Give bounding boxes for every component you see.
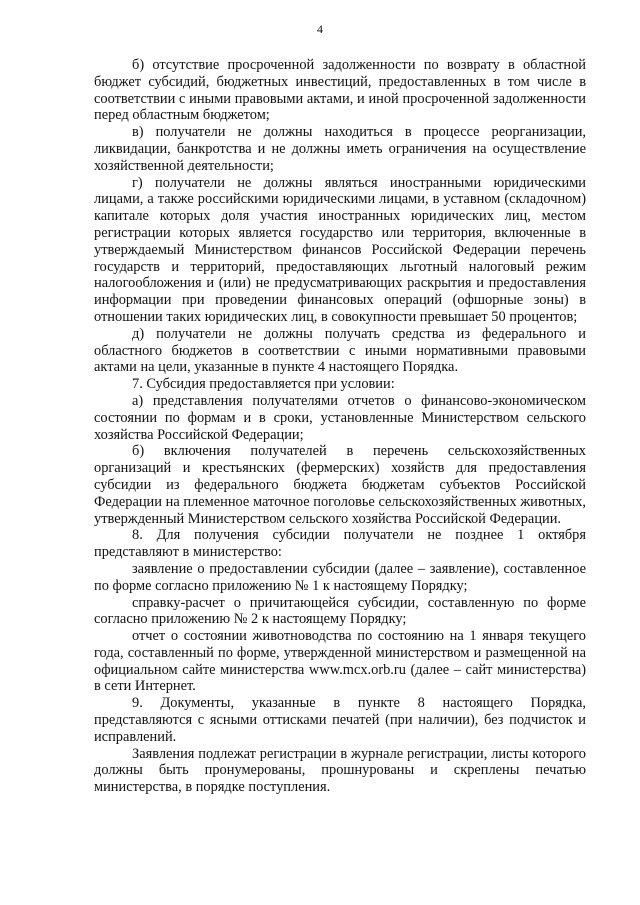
paragraph-8-heading: 8. Для получения субсидии получатели не позднее 1 октября представляют в министерство: — [94, 527, 586, 561]
paragraph-9: 9. Документы, указанные в пункте 8 настоящего Порядка, представляются с ясными оттисками печатей (при наличии), без подчисток и исправлений. — [94, 695, 586, 745]
page-number: 4 — [317, 22, 323, 36]
paragraph-8-calculation: справку-расчет о причитающейся субсидии, составленную по форме согласно приложению № 2 к настоящему Порядку; — [94, 594, 586, 628]
paragraph-8-report: отчет о состоянии животноводства по состоянию на 1 января текущего года, составленный по форме, утвержденной министерством и размещенной на официальном сайте министерства www.mcx.orb.ru (далее – сайт министерства) в сети Интернет. — [94, 628, 586, 695]
paragraph-7-heading: 7. Субсидия предоставляется при условии: — [132, 376, 395, 393]
paragraph-7b: б) включения получателей в перечень сельскохозяйственных организаций и крестьянских (фермерских) хозяйств для предоставления субсидии из федерального бюджета бюджетам субъектов Российской Федерации на племенное маточное поголовье сельскохозяйственных животных, утвержденный Министерством сельского хозяйства Российской Федерации. — [94, 443, 586, 527]
paragraph-registration: Заявления подлежат регистрации в журнале регистрации, листы которого должны быть пронумерованы, прошнурованы и скреплены печатью министерства, в порядке поступления. — [94, 745, 586, 796]
paragraph-7a: а) представления получателями отчетов о финансово-экономическом состоянии по формам и в сроки, установленные Министерством сельского хозяйства Российской Федерации; — [94, 392, 586, 443]
document-body — [94, 57, 586, 796]
paragraph-6d: д) получатели не должны получать средства из федерального и областного бюджетов в соответствии с иными нормативными правовыми актами на цели, указанные в пункте 4 настоящего Порядка. — [94, 325, 586, 376]
paragraph-6g: г) получатели не должны являться иностранными юридическими лицами, а также российскими юридическими лицами, в уставном (складочном) капитале которых доля участия иностранных юридических лиц, местом регистрации которых является государство или территория, включенные в утверждаемый Министерством финансов Российской Федерации перечень государств и территорий, предоставляющих льготный налоговый режим налогообложения и (или) не предусматривающих раскрытия и предоставления информации при проведении финансовых операций (офшорные зоны) в отношении таких юридических лиц, в совокупности превышает 50 процентов; — [94, 174, 586, 325]
paragraph-6v: в) получатели не должны находиться в процессе реорганизации, ликвидации, банкротства и не должны иметь ограничения на осуществление хозяйственной деятельности; — [94, 124, 586, 174]
paragraph-8-application: заявление о предоставлении субсидии (далее – заявление), составленное по форме согласно приложению № 1 к настоящему Порядку; — [94, 560, 586, 594]
paragraph-6b: б) отсутствие просроченной задолженности по возврату в областной бюджет субсидий, бюджетных инвестиций, предоставленных в том числе в соответствии с иными правовыми актами, и иной просроченной задолженности перед областным бюджетом; — [94, 57, 586, 124]
